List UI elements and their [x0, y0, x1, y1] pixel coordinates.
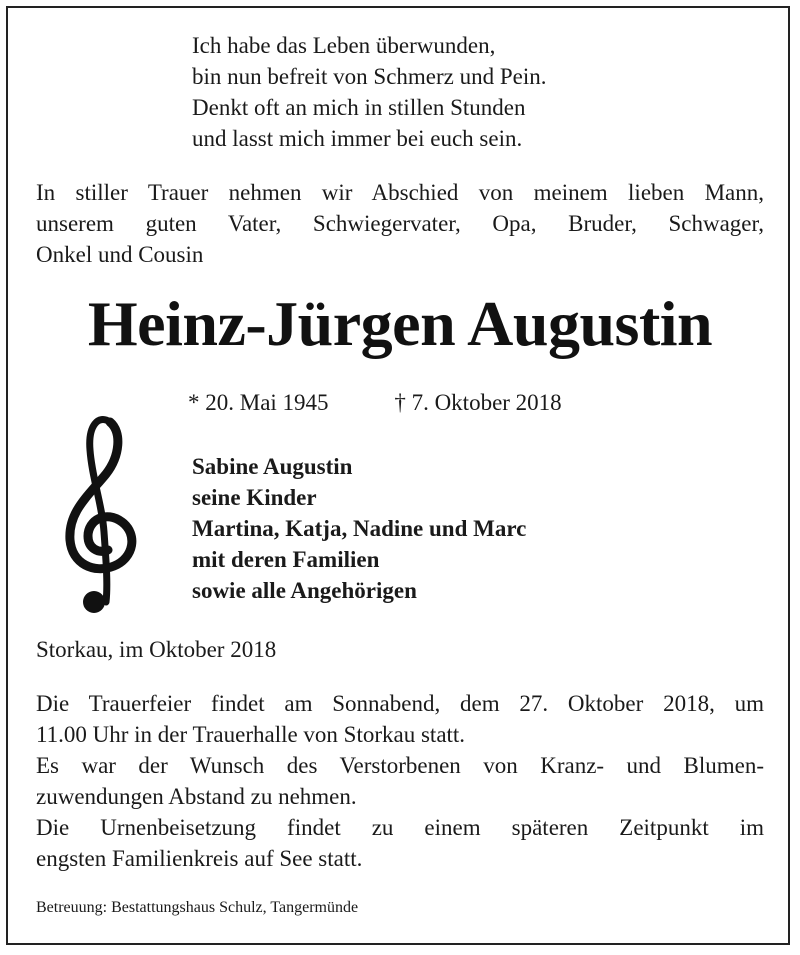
info-line: Die Urnenbeisetzung findet zu einem späteren Zeitpunkt im — [36, 815, 764, 840]
intro-line: Onkel und Cousin — [36, 242, 204, 267]
intro-line: In stiller Trauer nehmen wir Abschied von meinem lieben Mann, — [36, 180, 764, 205]
place-date: Storkau, im Oktober 2018 — [36, 637, 277, 662]
poem-line: und lasst mich immer bei euch sein. — [192, 126, 523, 151]
family-line: Martina, Katja, Nadine und Marc — [192, 516, 527, 541]
intro-text — [36, 177, 764, 270]
info-line: Die Trauerfeier findet am Sonnabend, dem 27. Oktober 2018, um — [36, 691, 764, 716]
life-dates — [188, 387, 562, 418]
info-line: engsten Familienkreis auf See statt. — [36, 846, 363, 871]
intro-line: unserem guten Vater, Schwiegervater, Opa, Bruder, Schwager, — [36, 211, 764, 236]
poem-line: Denkt oft an mich in stillen Stunden — [192, 95, 526, 120]
info-line: 11.00 Uhr in der Trauerhalle von Storkau statt. — [36, 722, 466, 747]
birth-date: * 20. Mai 1945 — [188, 390, 329, 415]
family-signature — [192, 451, 526, 606]
treble-clef-icon — [58, 408, 148, 618]
death-date: † 7. Oktober 2018 — [394, 390, 562, 415]
family-line: sowie alle Angehörigen — [192, 578, 417, 603]
funeral-home-credit: Betreuung: Bestattungshaus Schulz, Tangermünde — [36, 899, 359, 916]
info-line: zuwendungen Abstand zu nehmen. — [36, 784, 357, 809]
poem-line: Ich habe das Leben überwunden, — [192, 33, 496, 58]
deceased-name: Heinz-Jürgen Augustin — [87, 288, 713, 359]
info-line: Es war der Wunsch des Verstorbenen von Kranz- und Blumen- — [36, 753, 764, 778]
poem — [192, 30, 547, 154]
family-line: Sabine Augustin — [192, 454, 353, 479]
family-line: seine Kinder — [192, 485, 317, 510]
family-line: mit deren Familien — [192, 547, 380, 572]
funeral-info — [36, 688, 764, 874]
poem-line: bin nun befreit von Schmerz und Pein. — [192, 64, 547, 89]
